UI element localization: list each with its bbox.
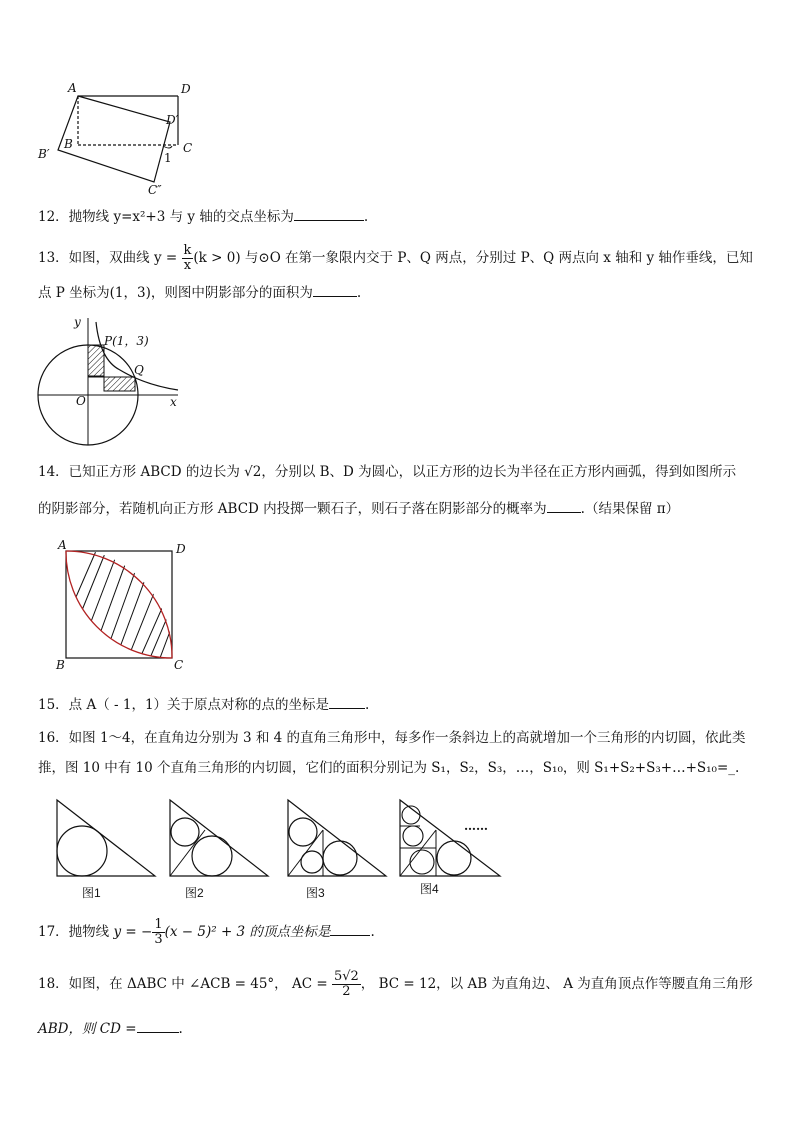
fig14-label-a: A — [58, 538, 67, 552]
fig14-label-b: B — [56, 658, 65, 672]
q18-fraction: $\frac{5√2}{2}$ — [333, 969, 359, 999]
question-14-line2: 的阴影部分，若随机向正方形 ABCD 内投掷一颗石子，则石子落在阴影部分的概率为 .（结果保留 π） — [38, 498, 679, 519]
fig16-dots: …… — [464, 819, 488, 833]
q16-line1: 16．如图 1～4，在直角边分别为 3 和 4 的直角三角形中，每多作一条斜边上的高就增加一个三角形的内切圆，依此类 — [38, 730, 746, 746]
label-a: A — [68, 81, 77, 95]
q12-end: . — [363, 209, 369, 225]
fig13-label-p: P(1，3) — [104, 334, 149, 348]
q15-text: 15．点 A（ - 1，1）关于原点对称的点的坐标是 — [38, 697, 330, 713]
question-13-line2: 点 P 坐标为(1，3)，则图中阴影部分的面积为 . — [38, 282, 361, 303]
q12-text: 12．抛物线 y=x²+3 与 y 轴的交点坐标为 — [38, 209, 294, 225]
fig14-label-d: D — [176, 542, 186, 556]
fig16-caption-2: 图2 — [185, 886, 204, 900]
fig16-caption-1: 图1 — [82, 886, 101, 900]
q13-pre: 13．如图，双曲线 y = — [38, 250, 178, 266]
q18-post: ， BC = 12，以 AB 为直角边、 A 为直角顶点作等腰直角三角形 — [360, 976, 753, 992]
q13-post: (k > 0) 与⊙O 在第一象限内交于 P、Q 两点，分别过 P、Q 两点向 x 轴和 y 轴作垂线，已知 — [193, 250, 753, 266]
question-18-line1 — [38, 970, 753, 999]
fig13-label-y: y — [74, 315, 81, 329]
fig14-label-c: C — [174, 658, 184, 672]
q17-pre: 17．抛物线 — [38, 924, 110, 940]
label-d: D — [181, 82, 191, 96]
q17-expr-post: (x − 5)² + 3 的顶点坐标是 — [164, 924, 331, 940]
label-d-prime: D′ — [166, 113, 179, 127]
fig16-caption-3: 图3 — [306, 886, 325, 900]
question-18-line2: ABD，则 CD = . — [38, 1018, 183, 1039]
q14-line1: 14．已知正方形 ABCD 的边长为 √2，分别以 B、D 为圆心，以正方形的边长为半径在正方形内画弧，得到如图所示 — [38, 464, 737, 480]
label-b-prime: B′ — [38, 147, 50, 161]
q14-line2: 的阴影部分，若随机向正方形 ABCD 内投掷一颗石子，则石子落在阴影部分的概率为 — [38, 501, 547, 517]
question-17: 17．抛物线 y = − $\frac{1}{3}$ (x − 5)² + 3 的顶点坐标是 . — [38, 917, 375, 947]
q13-line2: 点 P 坐标为(1，3)，则图中阴影部分的面积为 — [38, 285, 313, 301]
q17-answer-blank[interactable] — [330, 921, 370, 936]
label-c-double-prime: C″ — [148, 183, 162, 197]
fig13-label-q: Q — [134, 363, 144, 377]
label-b: B — [64, 137, 73, 151]
q16-line2: 推，图 10 中有 10 个直角三角形的内切圆，它们的面积分别记为 S₁，S₂，S₃，…，S₁₀，则 S₁+S₂+S₃+…+S₁₀=_. — [38, 760, 740, 776]
question-15: 15．点 A（ - 1，1）关于原点对称的点的坐标是 . — [38, 694, 369, 715]
q18-line2: ABD，则 CD = — [38, 1021, 137, 1037]
fig16-caption-4: 图4 — [420, 882, 439, 896]
fig13-label-o: O — [76, 394, 86, 408]
q18-answer-blank[interactable] — [137, 1018, 179, 1033]
label-angle-1: 1 — [164, 151, 172, 165]
q17-expr-pre: y = − — [113, 924, 153, 940]
q13-fraction: $\frac{k}{x}$ — [183, 243, 192, 273]
q18-pre: 18．如图，在 ΔABC 中 ∠ACB = 45°， AC = — [38, 976, 328, 992]
q17-fraction: $\frac{1}{3}$ — [154, 917, 163, 947]
fig13-label-x: x — [170, 395, 177, 409]
label-c: C — [183, 141, 193, 155]
